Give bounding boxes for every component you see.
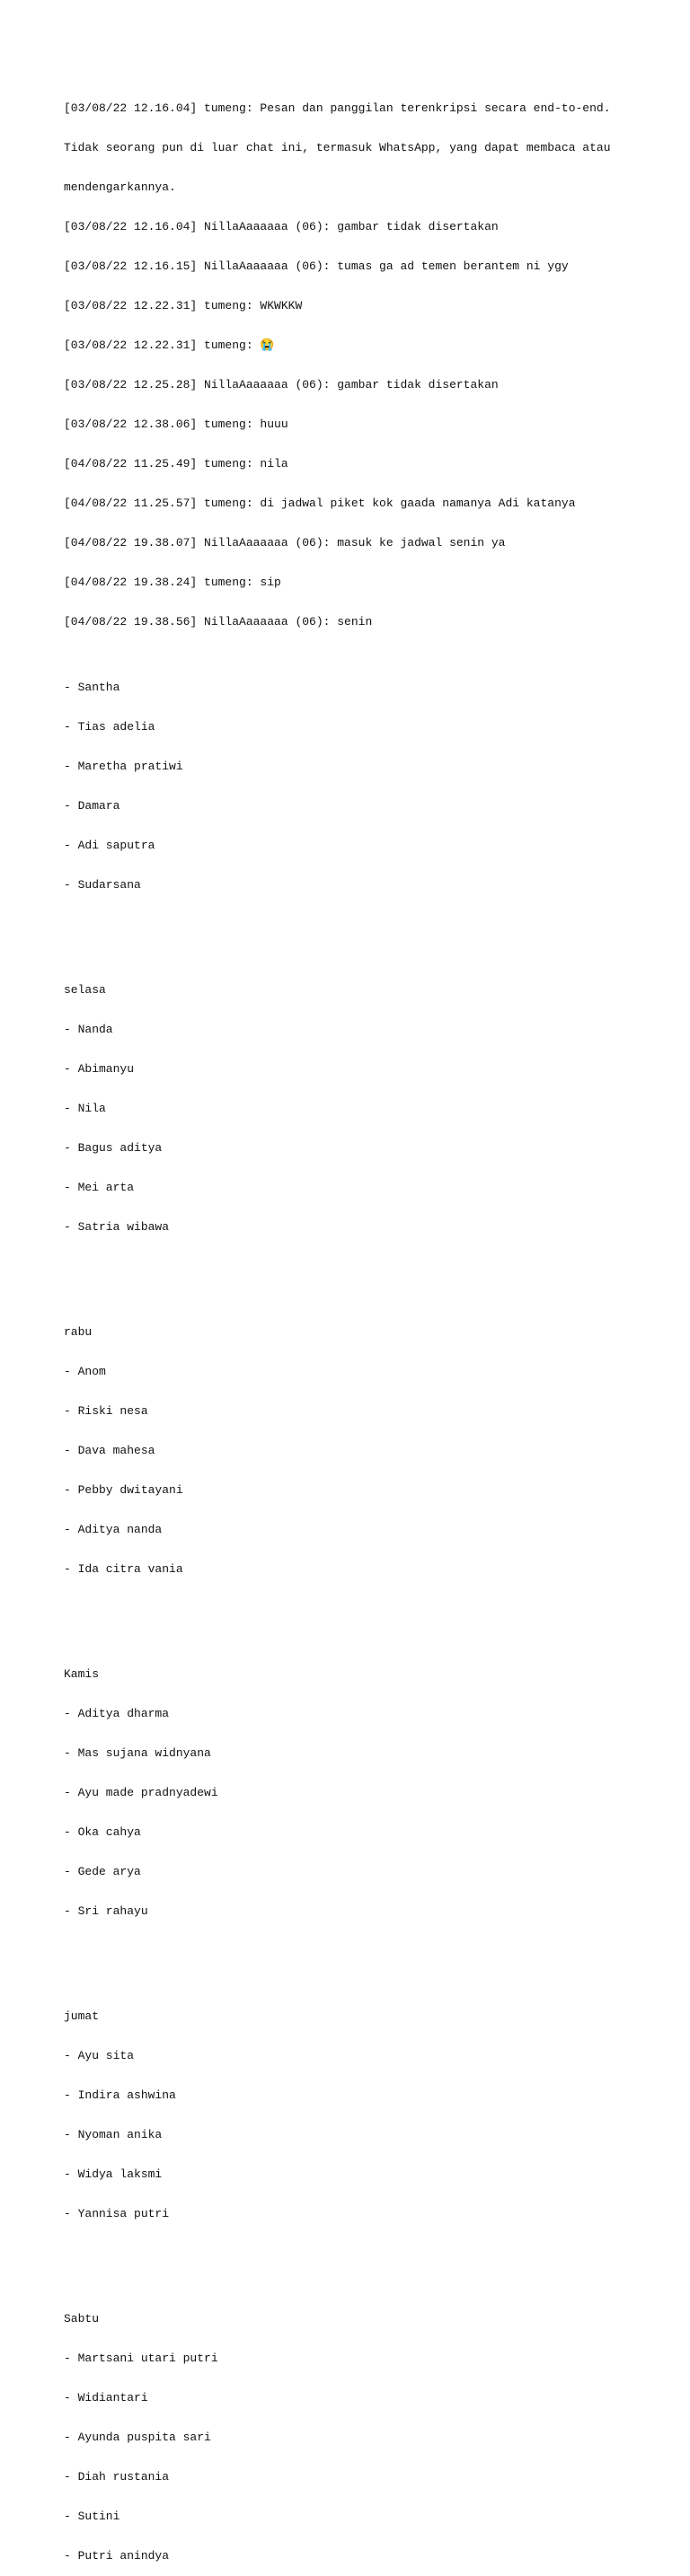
list-item: - Yannisa putri (64, 2206, 170, 2220)
list-item: - Widya laksmi (64, 2167, 163, 2181)
list-item: - Putri anindya (64, 2548, 170, 2563)
list-item: - Anom (64, 1364, 106, 1378)
blank-line (64, 2247, 675, 2261)
list-item: - Mas sujana widnyana (64, 1745, 211, 1760)
list-item: - Oka cahya (64, 1824, 141, 1839)
list-item: - Nila (64, 1101, 106, 1115)
day-heading: rabu (64, 1324, 93, 1339)
list-item: - Pebby dwitayani (64, 1482, 183, 1497)
list-item: - Abimanyu (64, 1061, 135, 1076)
chat-line: mendengarkannya. (64, 180, 176, 194)
list-item: - Santha (64, 680, 120, 694)
list-item: - Sudarsana (64, 877, 141, 892)
list-item: - Damara (64, 798, 120, 813)
list-item: - Satria wibawa (64, 1219, 170, 1234)
chat-line: [04/08/22 19.38.07] NillaAaaaaaa (06): masuk ke jadwal senin ya (64, 535, 506, 549)
list-item: - Indira ashwina (64, 2088, 176, 2102)
list-item: - Ayu sita (64, 2049, 135, 2063)
list-item: - Dava mahesa (64, 1443, 155, 1457)
day-heading: jumat (64, 2009, 100, 2024)
day-heading: Sabtu (64, 2312, 100, 2326)
list-item: - Martsani utari putri (64, 2352, 218, 2366)
list-item: - Sutini (64, 2509, 120, 2523)
blank-line (64, 919, 675, 932)
chat-line: [04/08/22 19.38.24] tumeng: sip (64, 575, 281, 589)
list-item: - Gede arya (64, 1864, 141, 1878)
chat-line: [03/08/22 12.16.15] NillaAaaaaaa (06): tumas ga ad temen berantem ni ygy (64, 259, 569, 273)
chat-line: [04/08/22 11.25.49] tumeng: nila (64, 456, 288, 470)
chat-line: [03/08/22 12.16.04] tumeng: Pesan dan panggilan terenkripsi secara end-to-end. (64, 101, 611, 115)
list-item: - Adi saputra (64, 838, 155, 852)
list-item: - Maretha pratiwi (64, 759, 183, 773)
list-item: - Widiantari (64, 2391, 148, 2405)
chat-line: [03/08/22 12.25.28] NillaAaaaaaa (06): gambar tidak disertakan (64, 377, 499, 391)
blank-line (64, 1603, 675, 1616)
list-item: - Riski nesa (64, 1403, 148, 1418)
day-heading: Kamis (64, 1667, 100, 1682)
list-item: - Ayunda puspita sari (64, 2431, 211, 2445)
list-item: - Nanda (64, 1022, 113, 1036)
list-item: - Nyoman anika (64, 2127, 163, 2141)
chat-line: [04/08/22 11.25.57] tumeng: di jadwal piket kok gaada namanya Adi katanya (64, 496, 576, 510)
blank-line (64, 1261, 675, 1274)
list-item: - Ida citra vania (64, 1561, 183, 1576)
list-item: - Aditya nanda (64, 1522, 163, 1536)
list-item: - Aditya dharma (64, 1706, 170, 1720)
chat-line: Tidak seorang pun di luar chat ini, termasuk WhatsApp, yang dapat membaca atau (64, 140, 611, 154)
list-item: - Bagus aditya (64, 1140, 163, 1155)
list-item: - Mei arta (64, 1180, 135, 1194)
list-item: - Diah rustania (64, 2470, 170, 2484)
chat-line: [03/08/22 12.22.31] tumeng: WKWKKW (64, 298, 303, 312)
chat-export-document (64, 63, 675, 2576)
chat-line: [04/08/22 19.38.56] NillaAaaaaaa (06): senin (64, 614, 373, 629)
day-heading: selasa (64, 982, 106, 997)
chat-line: [03/08/22 12.16.04] NillaAaaaaaa (06): gambar tidak disertakan (64, 219, 499, 233)
chat-line: [03/08/22 12.38.06] tumeng: huuu (64, 417, 288, 431)
list-item: - Ayu made pradnyadewi (64, 1785, 218, 1799)
blank-line (64, 1945, 675, 1958)
list-item: - Sri rahayu (64, 1903, 148, 1918)
chat-line: [03/08/22 12.22.31] tumeng: 😭 (64, 338, 275, 352)
list-item: - Tias adelia (64, 719, 155, 734)
